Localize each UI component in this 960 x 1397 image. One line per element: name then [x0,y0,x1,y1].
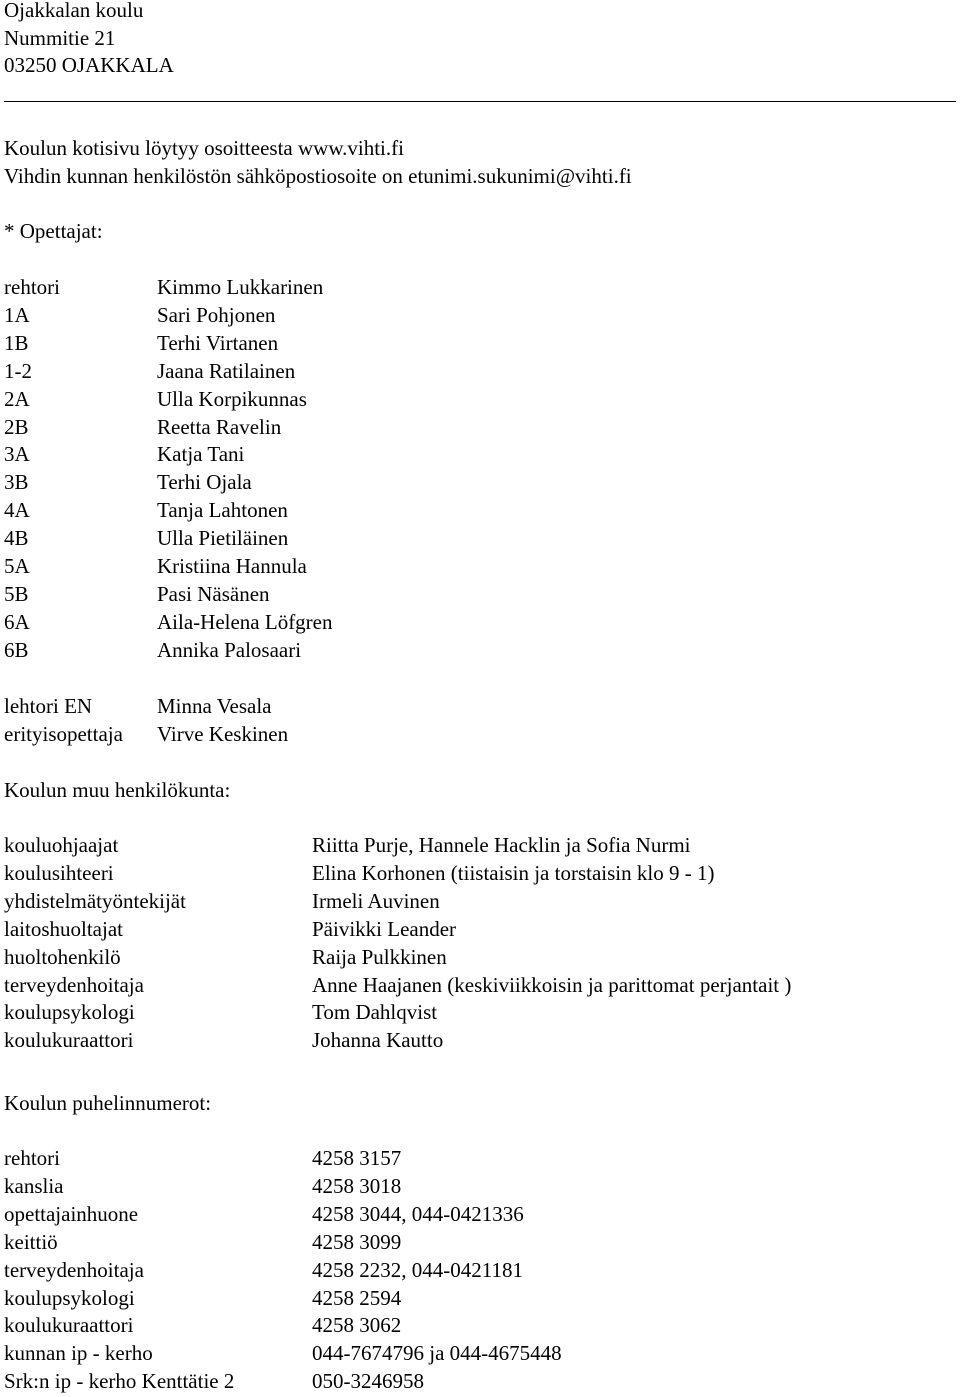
row-value: Pasi Näsänen [157,581,270,606]
row-label: 5B [4,581,29,606]
phones-heading: Koulun puhelinnumerot: [4,1091,212,1115]
list-row [4,943,960,971]
row-value: Sari Pohjonen [157,302,276,327]
list-row [4,1144,960,1172]
row-label: 4A [4,498,30,523]
row-value: 4258 3062 [312,1313,402,1338]
row-value: Minna Vesala [157,694,272,718]
list-row [4,1339,960,1367]
row-value: Terhi Ojala [157,470,252,495]
row-value: Jaana Ratilainen [157,358,296,383]
row-label: 1B [4,330,29,355]
list-row [4,1026,960,1054]
list-row [4,496,960,524]
row-value: Reetta Ravelin [157,414,282,439]
row-value: Kimmo Lukkarinen [157,275,324,299]
row-label: 1-2 [4,358,32,383]
row-label: yhdistelmätyöntekijät [4,888,186,913]
row-value: 044-7674796 ja 044-4675448 [312,1341,562,1366]
row-label: lehtori EN [4,694,93,718]
list-row [4,552,960,580]
row-label: keittiö [4,1229,58,1254]
school-name: Ojakkalan koulu [4,0,144,22]
divider-line [4,101,956,102]
row-label: Srk:n ip - kerho Kenttätie 2 [4,1369,235,1394]
row-label: 6A [4,609,30,634]
row-value: 4258 3099 [312,1229,402,1254]
list-row [4,357,960,385]
row-value: Annika Palosaari [157,637,302,662]
list-row [4,859,960,887]
list-row [4,1172,960,1200]
row-value: 4258 2594 [312,1285,402,1310]
row-value: Elina Korhonen (tiistaisin ja torstaisin klo 9 - 1) [312,860,715,885]
homepage-info: Koulun kotisivu löytyy osoitteesta www.vihti.fi [4,136,404,160]
list-row [4,1256,960,1284]
staff-heading: Koulun muu henkilökunta: [4,778,231,802]
row-label: terveydenhoitaja [4,972,144,997]
list-row [4,915,960,943]
list-row [4,580,960,608]
list-row [4,1228,960,1256]
row-value: Tanja Lahtonen [157,498,288,523]
row-label: koulupsykologi [4,1000,135,1025]
row-value: Ulla Korpikunnas [157,386,307,411]
row-label: rehtori [4,275,60,299]
row-label: kanslia [4,1173,64,1198]
list-row [4,887,960,915]
list-row [4,1200,960,1228]
row-label: terveydenhoitaja [4,1257,144,1282]
row-label: rehtori [4,1146,60,1170]
row-value: Katja Tani [157,442,245,467]
row-value: Raija Pulkkinen [312,944,447,969]
list-row [4,971,960,999]
list-row [4,385,960,413]
list-row [4,998,960,1026]
row-label: koulukuraattori [4,1028,134,1053]
row-value: Terhi Virtanen [157,330,279,355]
row-value: 4258 3157 [312,1146,402,1170]
list-row [4,831,960,859]
list-row [4,1284,960,1312]
row-label: 6B [4,637,29,662]
list-row [4,273,960,301]
row-label: laitoshuoltajat [4,916,123,941]
row-label: kouluohjaajat [4,833,119,857]
row-label: 2A [4,386,30,411]
row-value: 050-3246958 [312,1369,424,1394]
row-label: 3A [4,442,30,467]
list-row [4,1311,960,1339]
list-row [4,413,960,441]
row-label: 3B [4,470,29,495]
list-row [4,329,960,357]
list-row [4,608,960,636]
list-row [4,692,960,720]
row-label: kunnan ip - kerho [4,1341,153,1366]
row-value: 4258 3018 [312,1173,402,1198]
row-label: 1A [4,302,30,327]
row-value: Irmeli Auvinen [312,888,440,913]
row-value: Johanna Kautto [312,1028,444,1053]
list-row [4,524,960,552]
email-info: Vihdin kunnan henkilöstön sähköpostiosoite on etunimi.sukunimi@vihti.fi [4,164,632,188]
row-label: 5A [4,554,30,578]
row-value: Riitta Purje, Hannele Hacklin ja Sofia Nurmi [312,833,691,857]
list-row [4,720,960,748]
school-city: 03250 OJAKKALA [4,53,174,77]
list-row [4,1367,960,1395]
row-label: erityisopettaja [4,722,123,746]
row-label: koulupsykologi [4,1285,135,1310]
list-row [4,301,960,329]
row-label: 4B [4,526,29,551]
list-row [4,468,960,496]
row-value: Anne Haajanen (keskiviikkoisin ja parittomat perjantait ) [312,972,792,997]
list-row [4,440,960,468]
row-label: opettajainhuone [4,1201,139,1226]
row-value: Aila-Helena Löfgren [157,609,333,634]
row-value: 4258 3044, 044-0421336 [312,1201,524,1226]
row-value: Päivikki Leander [312,916,457,941]
row-label: koulukuraattori [4,1313,134,1338]
school-street: Nummitie 21 [4,26,116,50]
row-value: Kristiina Hannula [157,554,307,578]
list-row [4,636,960,664]
teachers-heading: * Opettajat: [4,219,103,243]
row-label: 2B [4,414,29,439]
row-label: koulusihteeri [4,860,114,885]
row-value: 4258 2232, 044-0421181 [312,1257,523,1282]
row-value: Virve Keskinen [157,722,289,746]
row-value: Tom Dahlqvist [312,1000,438,1025]
row-value: Ulla Pietiläinen [157,526,289,551]
row-label: huoltohenkilö [4,944,121,969]
